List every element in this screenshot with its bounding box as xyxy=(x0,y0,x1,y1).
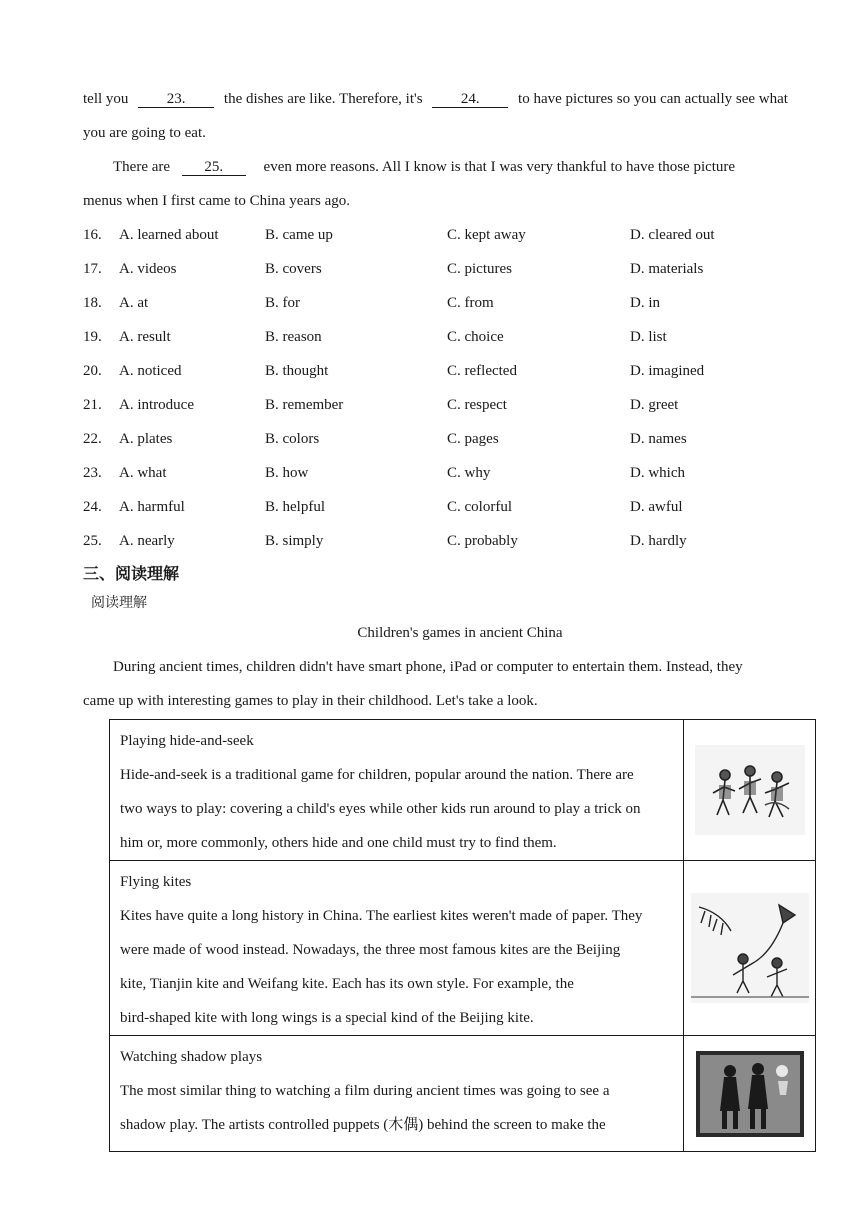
option-d[interactable]: D. hardly xyxy=(630,533,687,549)
game-text-line: shadow play. The artists controlled puppets (木偶) behind the screen to make the xyxy=(120,1117,606,1133)
table-row xyxy=(110,861,816,1036)
option-b[interactable]: B. remember xyxy=(265,397,344,413)
option-a[interactable]: A. videos xyxy=(119,261,177,277)
game-text-line: bird-shaped kite with long wings is a special kind of the Beijing kite. xyxy=(120,1010,534,1026)
hide-and-seek-illustration xyxy=(695,745,805,835)
question-24-options xyxy=(83,499,843,519)
question-number: 22. xyxy=(83,431,102,447)
passage-line-4: menus when I first came to China years ago. xyxy=(83,193,351,209)
game-illustration-cell xyxy=(684,720,816,861)
table-row xyxy=(110,720,816,861)
question-number: 24. xyxy=(83,499,102,515)
option-d[interactable]: D. names xyxy=(630,431,687,447)
option-b[interactable]: B. helpful xyxy=(265,499,325,515)
reading-title: Children's games in ancient China xyxy=(357,625,563,641)
game-description xyxy=(110,720,684,861)
option-d[interactable]: D. list xyxy=(630,329,667,345)
question-number: 19. xyxy=(83,329,102,345)
option-c[interactable]: C. kept away xyxy=(447,227,526,243)
blank-25: 25. xyxy=(182,159,246,176)
option-c[interactable]: C. choice xyxy=(447,329,504,345)
question-22-options xyxy=(83,431,843,451)
option-a[interactable]: A. plates xyxy=(119,431,173,447)
game-text-line: kite, Tianjin kite and Weifang kite. Each has its own style. For example, the xyxy=(120,976,574,992)
game-heading: Playing hide-and-seek xyxy=(120,733,254,749)
option-c[interactable]: C. pages xyxy=(447,431,499,447)
option-d[interactable]: D. cleared out xyxy=(630,227,715,243)
option-b[interactable]: B. simply xyxy=(265,533,324,549)
option-a[interactable]: A. what xyxy=(119,465,167,481)
option-c[interactable]: C. reflected xyxy=(447,363,517,379)
game-illustration-cell xyxy=(684,861,816,1036)
question-16-options xyxy=(83,227,843,247)
question-number: 16. xyxy=(83,227,102,243)
game-heading: Flying kites xyxy=(120,874,192,890)
option-c[interactable]: C. probably xyxy=(447,533,518,549)
option-b[interactable]: B. thought xyxy=(265,363,329,379)
option-a[interactable]: A. nearly xyxy=(119,533,175,549)
question-20-options xyxy=(83,363,843,383)
games-table xyxy=(109,719,816,1152)
kite-flying-illustration xyxy=(691,893,809,1003)
section-subheading: 阅读理解 xyxy=(91,595,147,611)
option-c[interactable]: C. colorful xyxy=(447,499,512,515)
section-heading: 三、阅读理解 xyxy=(83,564,180,583)
question-number: 21. xyxy=(83,397,102,413)
game-description xyxy=(110,1036,684,1152)
game-text-line: Kites have quite a long history in China. The earliest kites weren't made of paper. They xyxy=(120,908,643,924)
blank-23: 23. xyxy=(138,91,214,108)
option-c[interactable]: C. pictures xyxy=(447,261,512,277)
option-b[interactable]: B. covers xyxy=(265,261,322,277)
option-a[interactable]: A. introduce xyxy=(119,397,194,413)
option-d[interactable]: D. imagined xyxy=(630,363,705,379)
option-b[interactable]: B. came up xyxy=(265,227,333,243)
option-c[interactable]: C. from xyxy=(447,295,494,311)
option-a[interactable]: A. harmful xyxy=(119,499,185,515)
question-21-options xyxy=(83,397,843,417)
option-d[interactable]: D. in xyxy=(630,295,660,311)
game-description xyxy=(110,861,684,1036)
option-a[interactable]: A. at xyxy=(119,295,149,311)
question-number: 25. xyxy=(83,533,102,549)
blank-24: 24. xyxy=(432,91,508,108)
option-d[interactable]: D. greet xyxy=(630,397,679,413)
option-c[interactable]: C. why xyxy=(447,465,491,481)
passage-line-2: you are going to eat. xyxy=(83,125,206,141)
question-23-options xyxy=(83,465,843,485)
option-b[interactable]: B. reason xyxy=(265,329,322,345)
option-b[interactable]: B. colors xyxy=(265,431,320,447)
question-number: 23. xyxy=(83,465,102,481)
game-text-line: were made of wood instead. Nowadays, the three most famous kites are the Beijing xyxy=(120,942,621,958)
question-19-options xyxy=(83,329,843,349)
question-number: 20. xyxy=(83,363,102,379)
game-text-line: Hide-and-seek is a traditional game for children, popular around the nation. There are xyxy=(120,767,634,783)
question-17-options xyxy=(83,261,843,281)
option-a[interactable]: A. result xyxy=(119,329,171,345)
option-b[interactable]: B. for xyxy=(265,295,300,311)
question-number: 17. xyxy=(83,261,102,277)
option-a[interactable]: A. noticed xyxy=(119,363,182,379)
option-d[interactable]: D. which xyxy=(630,465,685,481)
option-d[interactable]: D. materials xyxy=(630,261,704,277)
question-18-options xyxy=(83,295,843,315)
game-text-line: The most similar thing to watching a film during ancient times was going to see a xyxy=(120,1083,610,1099)
game-text-line: two ways to play: covering a child's eyes while other kids run around to play a trick on xyxy=(120,801,641,817)
option-a[interactable]: A. learned about xyxy=(119,227,219,243)
question-25-options xyxy=(83,533,843,553)
shadow-play-illustration xyxy=(696,1051,804,1137)
game-illustration-cell xyxy=(684,1036,816,1152)
option-b[interactable]: B. how xyxy=(265,465,309,481)
option-c[interactable]: C. respect xyxy=(447,397,507,413)
option-d[interactable]: D. awful xyxy=(630,499,683,515)
reading-intro-line-1: During ancient times, children didn't have smart phone, iPad or computer to entertain them. Instead, they xyxy=(113,659,743,675)
game-heading: Watching shadow plays xyxy=(120,1049,263,1065)
passage-line-1: tell you 23. the dishes are like. Therefore, it's 24. to have pictures so you can actually see what xyxy=(83,91,788,107)
passage-line-3: There are 25. even more reasons. All I know is that I was very thankful to have those picture xyxy=(113,159,736,175)
table-row xyxy=(110,1036,816,1152)
game-text-line: him or, more commonly, others hide and one child must try to find them. xyxy=(120,835,557,851)
question-number: 18. xyxy=(83,295,102,311)
reading-intro-line-2: came up with interesting games to play in their childhood. Let's take a look. xyxy=(83,693,538,709)
